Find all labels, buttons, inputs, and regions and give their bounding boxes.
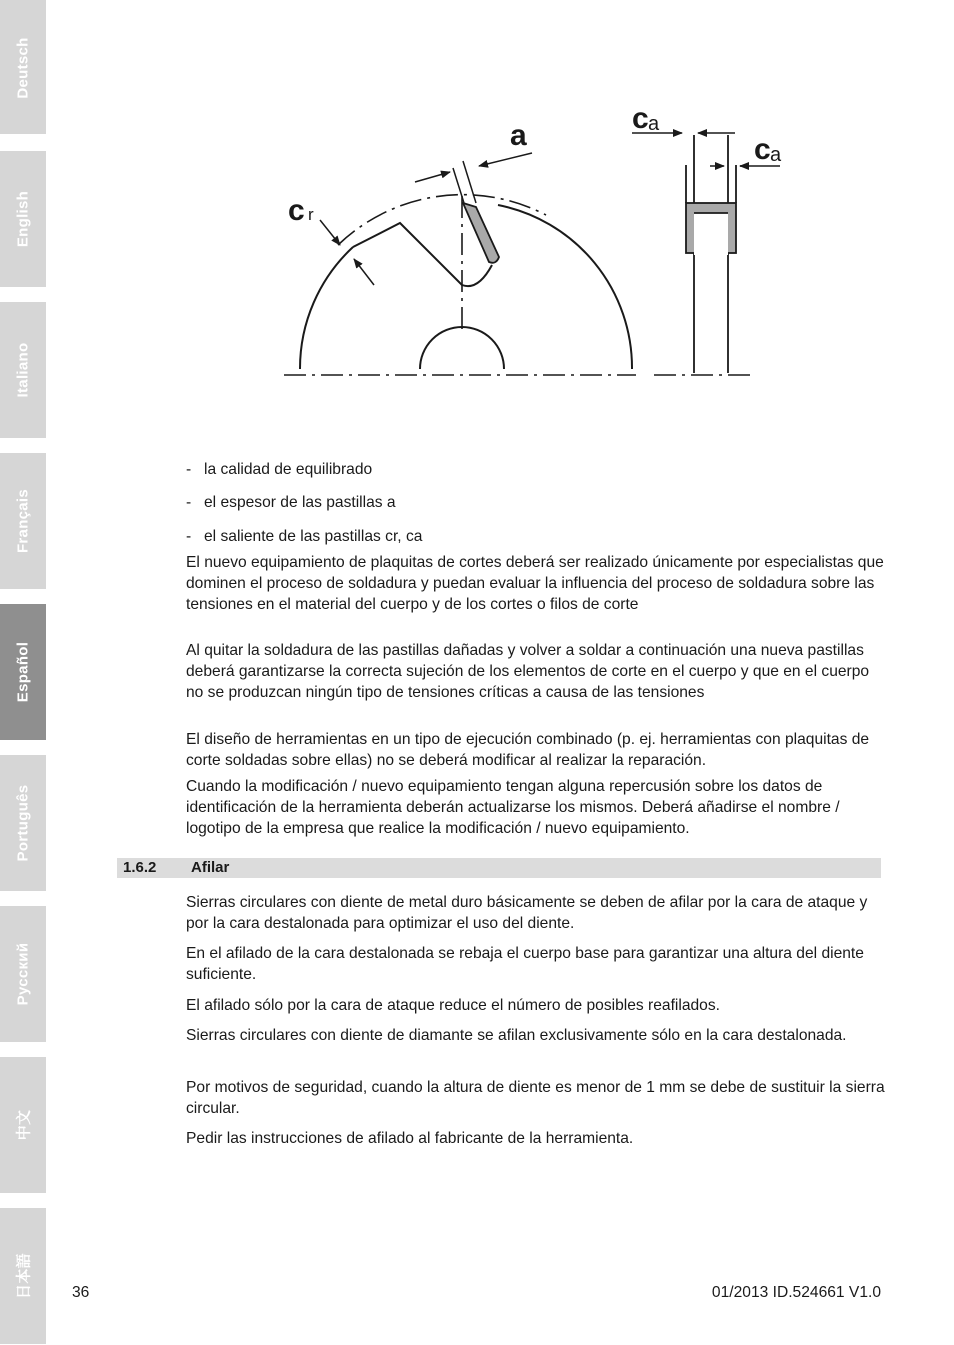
tab-label: Español [14,641,32,703]
paragraph: El diseño de herramientas en un tipo de ejecución combinado (p. ej. herramientas con plaquitas de corte soldadas sobre ellas) no se deberá modificar al realizar la reparación. [186,731,870,769]
tab-italiano[interactable] [0,302,46,438]
label-ca-right: c [754,133,771,166]
paragraph: Sierras circulares con diente de metal duro básicamente se deben de afilar por la cara de ataque y por la cara destalonada para optimizar el uso del diente. [186,894,868,932]
blade-outline-right [498,205,632,369]
tab-label: Deutsch [14,37,32,99]
tab-label: English [14,190,32,248]
tab-russian[interactable] [0,906,46,1042]
label-ca-top-sub: a [648,113,660,135]
paragraph: Pedir las instrucciones de afilado al fabricante de la herramienta. [186,1130,634,1147]
list-item: - la calidad de equilibrado [186,461,373,478]
tab-label: Русский [14,942,32,1006]
section-title: Afilar [191,859,230,876]
tab-francais[interactable] [0,453,46,589]
list-item: - el saliente de las pastillas cr, ca [186,528,423,545]
tab-label: Français [14,488,32,554]
tab-chinese[interactable] [0,1057,46,1193]
label-a: a [510,119,527,152]
tab-espanol[interactable] [0,604,46,740]
section-heading [117,858,881,878]
list-item: - el espesor de las pastillas a [186,494,396,511]
paragraph: Al quitar la soldadura de las pastillas dañadas y volver a soldar a continuación una nueva pastillas deberá garantizarse la correcta sujeción de los elementos de corte en el cuerpo y que en el cuerpo no se produzcan ningún tipo de tensiones críticas a causa de las tensiones [186,642,870,701]
tab-deutsch[interactable] [0,0,46,134]
paragraph: Por motivos de seguridad, cuando la altura de diente es menor de 1 mm se debe de sustituir la sierra circular. [186,1079,885,1117]
paragraph: En el afilado de la cara destalonada se rebaja el cuerpo base para garantizar una altura del diente suficiente. [186,945,864,983]
tab-label: 日本語 [15,1253,33,1299]
tab-label: Italiano [14,342,32,398]
carbide-tip [463,203,499,263]
label-cr-sub: r [308,205,314,224]
tab-label: 中文 [15,1109,33,1141]
blade-outline [300,247,353,369]
document-id: 01/2013 ID.524661 V1.0 [711,1284,881,1301]
section-number: 1.6.2 [123,859,157,876]
tab-portugues[interactable] [0,755,46,891]
paragraph: Sierras circulares con diente de diamante se afilan exclusivamente sólo en la cara destalonada. [186,1027,847,1044]
tab-english[interactable] [0,151,46,287]
paragraph: El nuevo equipamiento de plaquitas de cortes deberá ser realizado únicamente por especialistas que dominen el proceso de soldadura y puedan evaluar la influencia del proceso de soldadura sobre las tensiones en el material del cuerpo y de los cortes o filos de corte [186,554,884,613]
arbor-hole [420,327,504,369]
saw-blade-diagram [270,95,790,395]
label-ca-right-sub: a [770,144,782,166]
page-number: 36 [72,1284,90,1301]
paragraph: Cuando la modificación / nuevo equipamiento tengan alguna repercusión sobre los datos de identificación de la herramienta deberán actualizarse los mismos. Deberá añadirse el nombre / logotipo de la empresa que realice la modificación / nuevo equipamiento. [186,778,840,837]
tab-label: Português [14,784,32,862]
tab-japanese[interactable] [0,1208,46,1344]
label-cr: c [288,194,305,227]
tooth-gullet [353,223,492,286]
tip-circle [338,195,546,245]
label-ca-top: c [632,102,649,135]
paragraph: El afilado sólo por la cara de ataque reduce el número de posibles reafilados. [186,997,720,1014]
